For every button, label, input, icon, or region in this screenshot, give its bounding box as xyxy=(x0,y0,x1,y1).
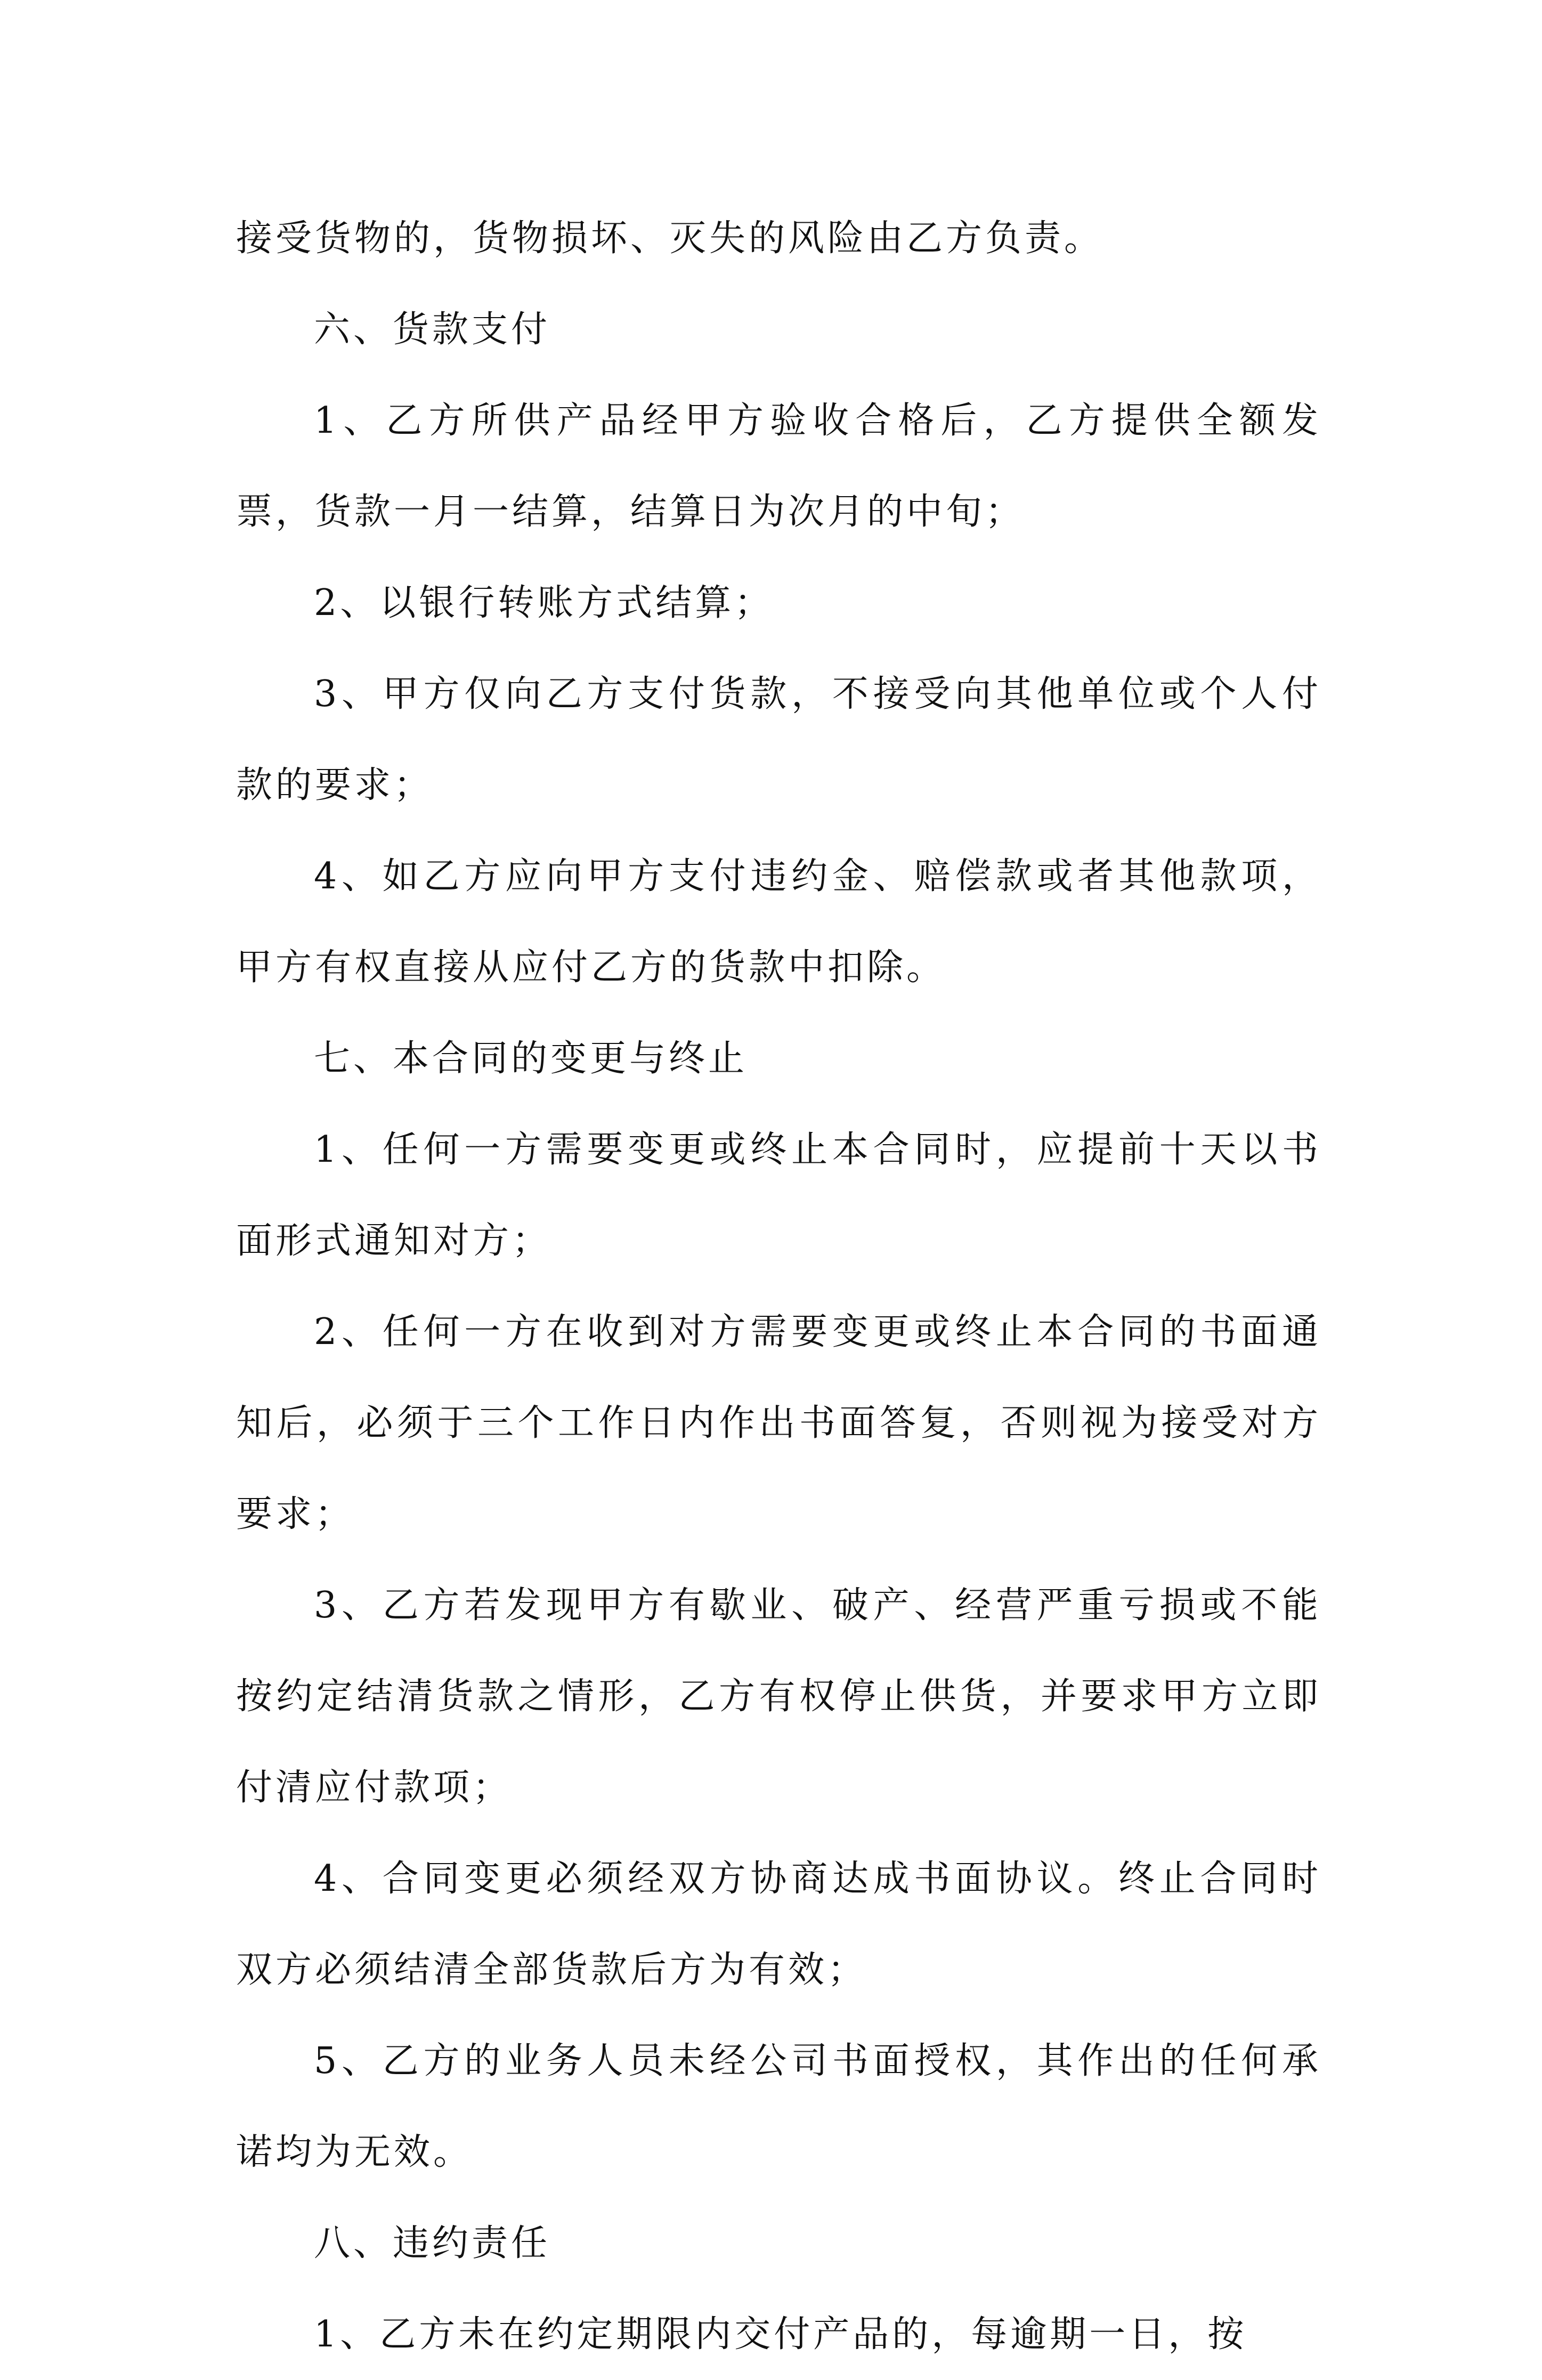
paragraph-change-5: 5、乙方的业务人员未经公司书面授权，其作出的任何承诺均为无效。 xyxy=(236,2040,1321,2173)
paragraph-change-2: 2、任何一方在收到对方需要变更或终止本合同的书面通知后，必须于三个工作日内作出书面答复，否则视为接受对方要求； xyxy=(236,1311,1321,1535)
paragraph-change-1: 1、任何一方需要变更或终止本合同时，应提前十天以书面形式通知对方； xyxy=(236,1129,1321,1262)
paragraph-liability-1: 1、乙方未在约定期限内交付产品的，每逾期一日，按 xyxy=(314,2313,1247,2355)
paragraph-payment-1: 1、乙方所供产品经甲方验收合格后，乙方提供全额发票，货款一月一结算，结算日为次月的中旬； xyxy=(236,400,1321,533)
paragraph-payment-2: 2、以银行转账方式结算； xyxy=(314,582,774,624)
section-heading-change-termination: 七、本合同的变更与终止 xyxy=(314,1038,748,1080)
paragraph-payment-4: 4、如乙方应向甲方支付违约金、赔偿款或者其他款项，甲方有权直接从应付乙方的货款中扣除。 xyxy=(236,855,1321,989)
paragraph-payment-3: 3、甲方仅向乙方支付货款，不接受向其他单位或个人付款的要求； xyxy=(236,673,1321,806)
section-heading-liability: 八、违约责任 xyxy=(314,2222,551,2264)
paragraph-change-4: 4、合同变更必须经双方协商达成书面协议。终止合同时双方必须结清全部货款后方为有效； xyxy=(236,1858,1321,1991)
paragraph-change-3: 3、乙方若发现甲方有歇业、破产、经营严重亏损或不能按约定结清货款之情形，乙方有权停止供货，并要求甲方立即付清应付款项； xyxy=(236,1584,1321,1809)
contract-text-body xyxy=(236,193,1321,2380)
section-heading-payment: 六、货款支付 xyxy=(314,309,551,351)
paragraph-risk-continuation: 接受货物的，货物损坏、灭失的风险由乙方负责。 xyxy=(236,217,1104,260)
